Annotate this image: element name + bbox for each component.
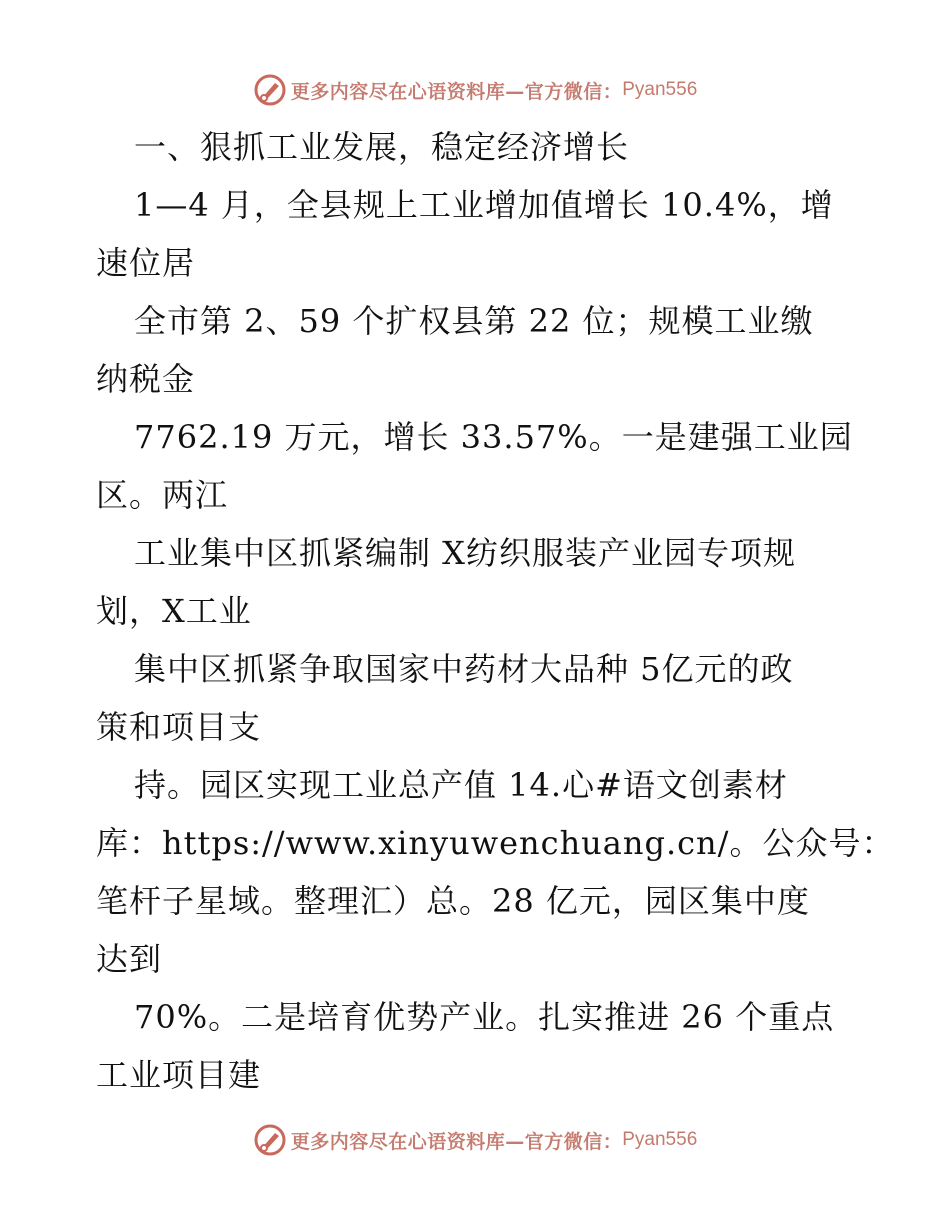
paragraph-line: 1—4 月，全县规上工业增加值增长 10.4%，增	[134, 186, 834, 224]
paragraph-line: 纳税金	[96, 360, 196, 398]
header-banner	[0, 70, 950, 110]
paragraph-line: 工业集中区抓紧编制 X纺织服装产业园专项规	[134, 534, 796, 572]
pen-logo-icon	[253, 1123, 287, 1157]
paragraph-line: 全市第 2、59 个扩权县第 22 位；规模工业缴	[134, 302, 814, 340]
footer-banner-brand: Pyan556	[622, 1129, 698, 1150]
header-banner-brand: Pyan556	[622, 79, 698, 100]
paragraph-line: 笔杆子星域。整理汇）总。28 亿元，园区集中度	[96, 882, 810, 920]
paragraph-line: 70%。二是培育优势产业。扎实推进 26 个重点	[134, 998, 835, 1036]
paragraph-line: 持。园区实现工业总产值 14.心#语文创素材	[134, 766, 788, 804]
paragraph-line: 速位居	[96, 244, 196, 282]
paragraph-line: 区。两江	[96, 476, 229, 514]
paragraph-line: 集中区抓紧争取国家中药材大品种 5亿元的政	[134, 650, 794, 688]
paragraph-line: 7762.19 万元，增长 33.57%。一是建强工业园	[134, 418, 853, 456]
footer-banner	[0, 1120, 950, 1160]
paragraph-line: 划，X工业	[96, 592, 252, 630]
pen-logo-icon	[253, 73, 287, 107]
header-banner-text: 更多内容尽在心语资料库—官方微信：	[290, 80, 623, 103]
footer-banner-text: 更多内容尽在心语资料库—官方微信：	[290, 1130, 623, 1153]
paragraph-line: 工业项目建	[96, 1056, 262, 1094]
paragraph-line: 库：https://www.xinyuwenchuang.cn/。公众号：	[96, 824, 895, 862]
paragraph-line: 达到	[96, 940, 163, 978]
paragraph-line: 策和项目支	[96, 708, 262, 746]
paragraph-line: 一、狠抓工业发展，稳定经济增长	[134, 128, 630, 166]
